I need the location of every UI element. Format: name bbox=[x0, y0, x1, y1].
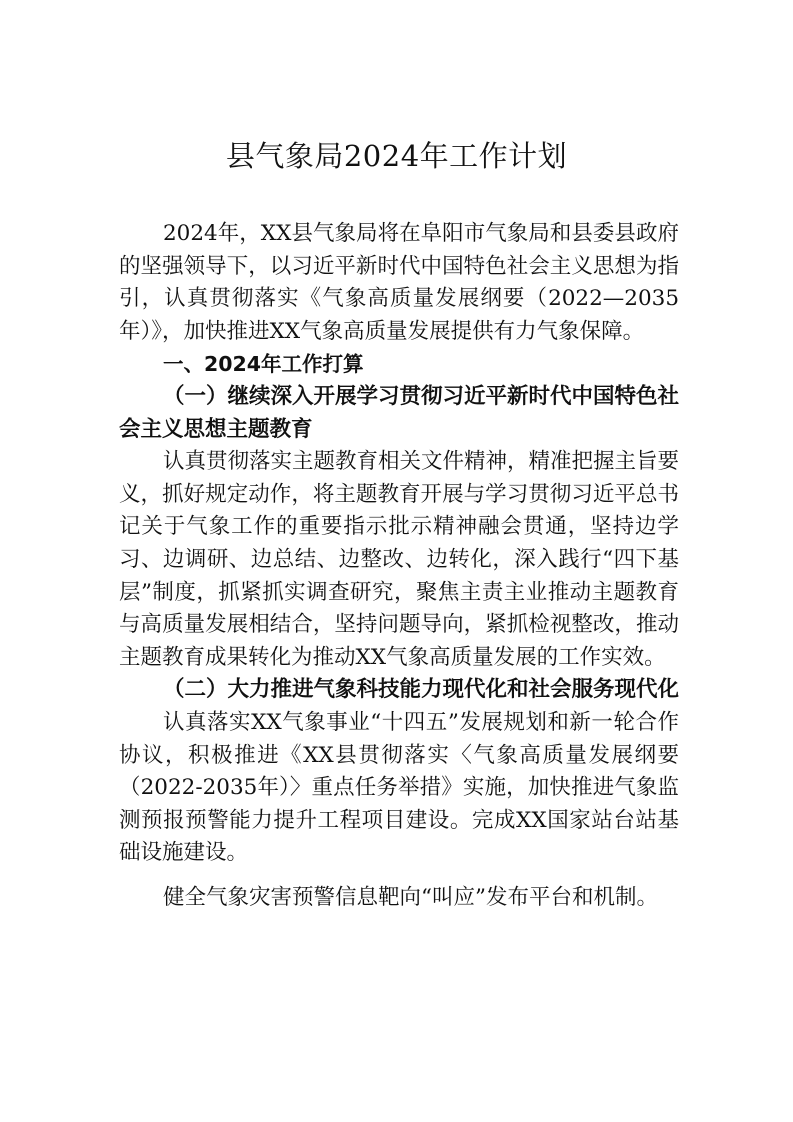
document-title: 县气象局2024年工作计划 bbox=[225, 139, 568, 173]
subsection-body-2: 认真落实XX气象事业“十四五”发展规划和新一轮合作协议，积极推进《XX县贯彻落实〈气象高质量发展纲要（2022-2035年）〉重点任务举措》实施，加快推进气象监测预报预警能力提升工程项目建设。完成XX国家站台站基础设施建设。 bbox=[119, 709, 679, 866]
subsection-body-1: 认真贯彻落实主题教育相关文件精神，精准把握主旨要义，抓好规定动作，将主题教育开展与学习贯彻习近平总书记关于气象工作的重要指示批示精神融会贯通，坚持边学习、边调研、边总结、边整改、边转化，深入践行“四下基层”制度，抓紧抓实调查研究，聚焦主责主业推动主题教育与高质量发展相结合，坚持问题导向，紧抓检视整改，推动主题教育成果转化为推动XX气象高质量发展的工作实效。 bbox=[119, 449, 680, 670]
subsection-heading-1: （一）继续深入开展学习贯彻习近平新时代中国特色社会主义思想主题教育 bbox=[119, 383, 680, 442]
subsection-body-2-continued: 健全气象灾害预警信息靶向“叫应”发布平台和机制。 bbox=[163, 884, 658, 910]
document-body bbox=[119, 218, 679, 914]
subsection-heading-2: （二）大力推进气象科技能力现代化和社会服务现代化 bbox=[163, 677, 680, 703]
section-heading-1: 一、2024年工作打算 bbox=[163, 352, 364, 377]
intro-paragraph: 2024年，XX县气象局将在阜阳市气象局和县委县政府的坚强领导下，以习近平新时代中国特色社会主义思想为指引，认真贯彻落实《气象高质量发展纲要（2022—2035年）》，加快推进XX气象高质量发展提供有力气象保障。 bbox=[119, 221, 679, 344]
